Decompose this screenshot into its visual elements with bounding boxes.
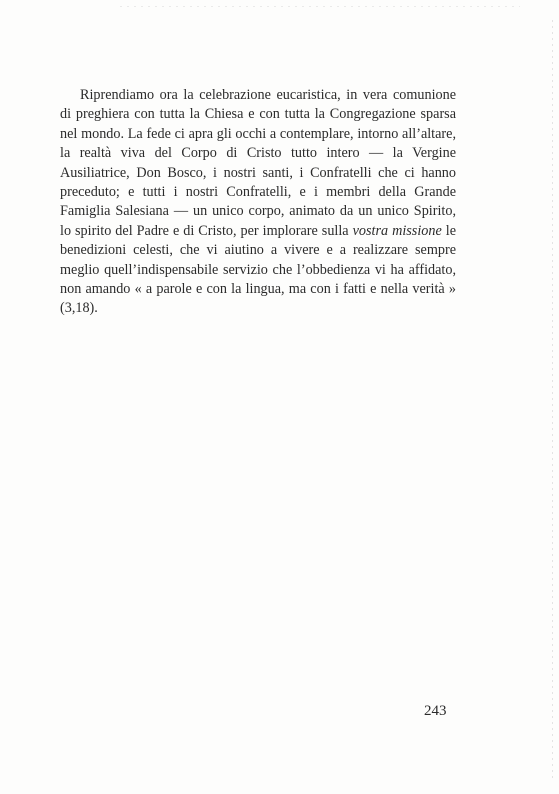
paragraph-emphasis: vostra missione [352,222,442,239]
page-number: 243 [424,703,447,719]
body-paragraph [60,86,456,319]
scan-artifact-top [120,6,520,7]
paragraph-text-start: Riprendiamo ora la celebrazione eucaristica, in vera comunione di preghiera con tutta la Chiesa e con tutta la Congregazione sparsa nel mondo. La fede ci apra gli occhi a contemplare, intorno all’altare, la realtà viva del Corpo di Cristo tutto intero — la Vergine Ausiliatrice, Don Bosco, i nostri santi, i Confratelli che ci hanno preceduto; e tutti i nostri Confratelli, e i membri della Grande Famiglia Salesiana — un unico corpo, animato da un unico Spirito, lo spirito del Padre e di Cristo, per implorare sulla [60,87,456,239]
paragraph-text-end: le benedizioni celesti, che vi aiutino a vivere e a realizzare sempre meglio quell’indispensabile servizio che l’obbedienza vi ha affidato, non amando « a parole e con la lingua, ma con i fatti e nella verità » (3,18). [60,222,456,317]
scan-artifact-right [552,20,553,780]
